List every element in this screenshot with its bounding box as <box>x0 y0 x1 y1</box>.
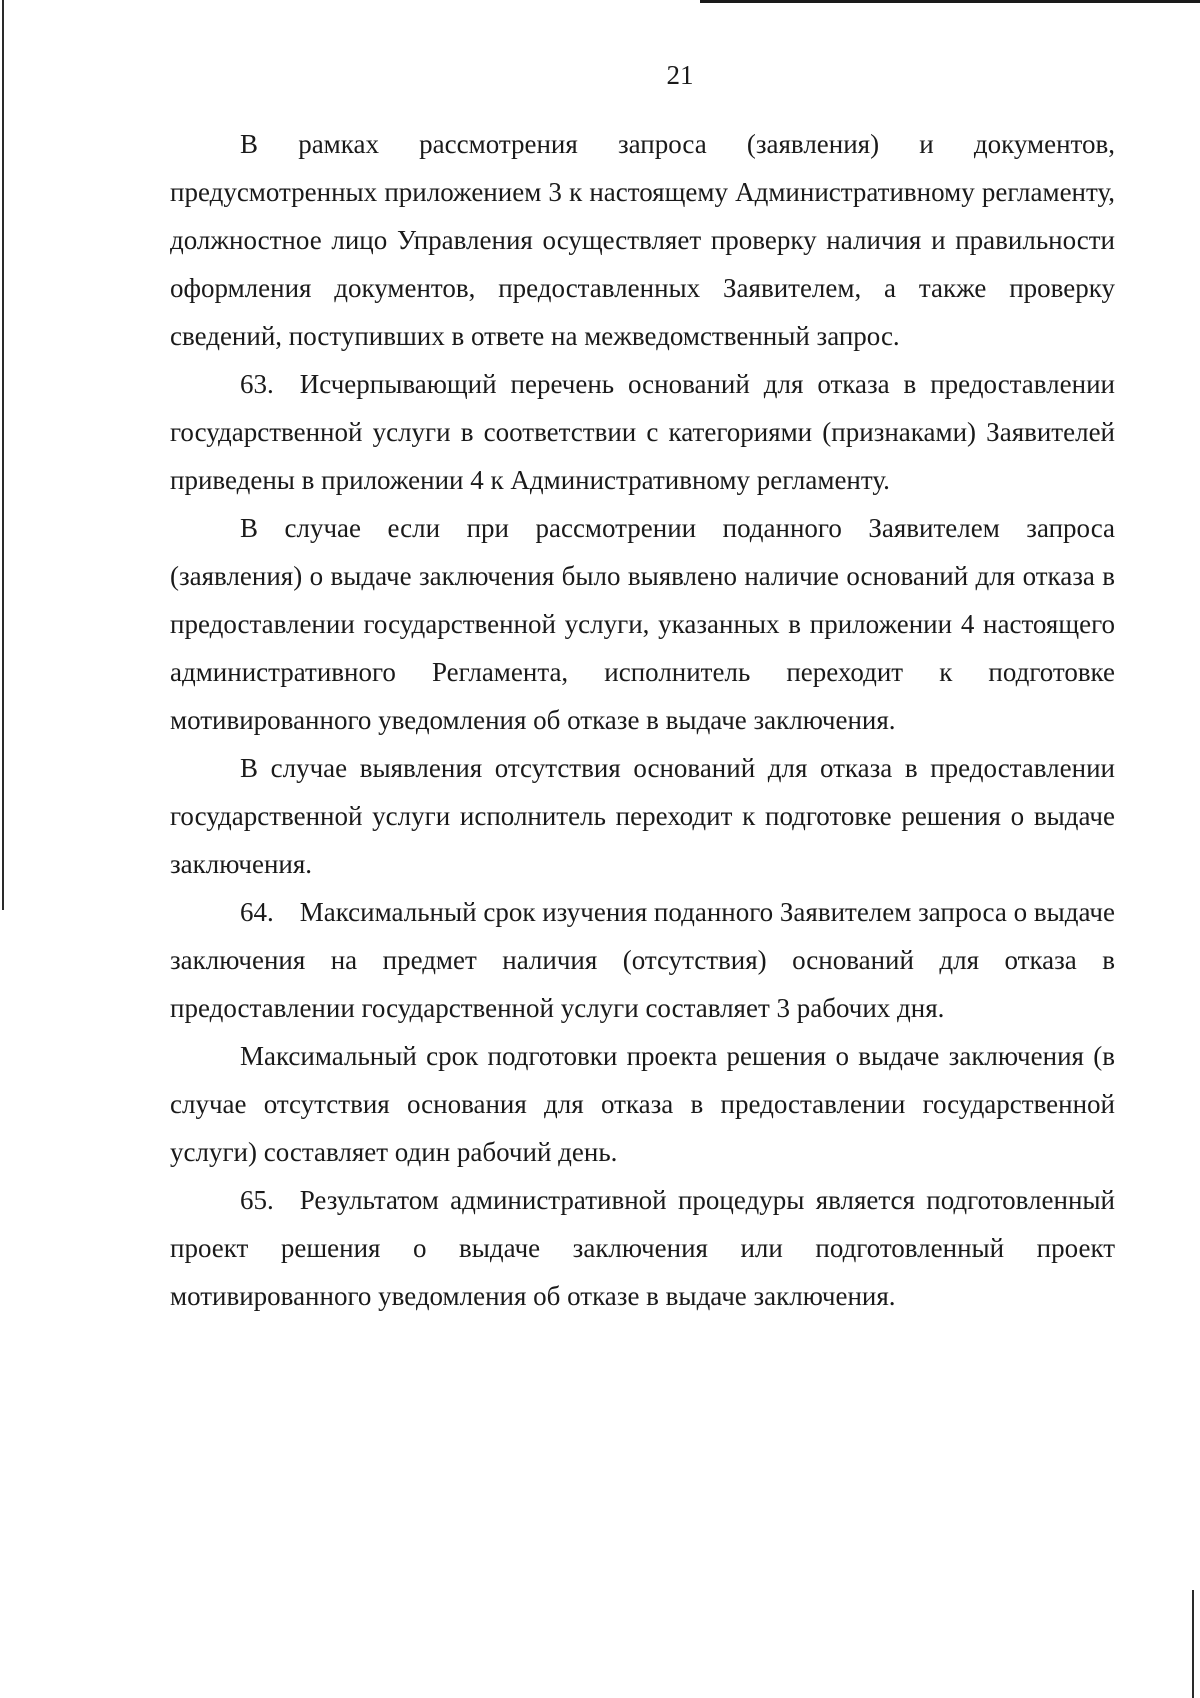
page-number: 21 <box>666 60 694 90</box>
paragraph <box>170 744 1115 888</box>
paragraph <box>170 504 1115 744</box>
paragraph-clause-64 <box>170 888 1115 1032</box>
paragraph-text: В случае если при рассмотрении поданного Заявителем запроса (заявления) о выдаче заключения было выявлено наличие оснований для отказа в предоставлении государственной услуги, указанных в приложении 4 настоящего административного Регламента, исполнитель переходит к подготовке мотивированного уведомления об отказе в выдаче заключения. <box>170 513 1115 735</box>
scan-edge-top <box>700 0 1200 3</box>
paragraph-clause-65 <box>170 1176 1115 1320</box>
paragraph-text: В случае выявления отсутствия оснований для отказа в предоставлении государственной услуги исполнитель переходит к подготовке решения о выдаче заключения. <box>170 753 1115 879</box>
clause-number: 65. <box>240 1185 274 1215</box>
document-body <box>170 120 1115 1320</box>
clause-number: 64. <box>240 897 274 927</box>
scan-edge-right <box>1192 1590 1194 1698</box>
paragraph-text: Максимальный срок изучения поданного Заявителем запроса о выдаче заключения на предмет наличия (отсутствия) оснований для отказа в предоставлении государственной услуги составляет 3 рабочих дня. <box>170 897 1115 1023</box>
scan-edge-left <box>2 0 4 910</box>
paragraph-text: Максимальный срок подготовки проекта решения о выдаче заключения (в случае отсутствия основания для отказа в предоставлении государственной услуги) составляет один рабочий день. <box>170 1041 1115 1167</box>
paragraph <box>170 120 1115 360</box>
paragraph-clause-63 <box>170 360 1115 504</box>
clause-number: 63. <box>240 369 274 399</box>
paragraph-text: В рамках рассмотрения запроса (заявления) и документов, предусмотренных приложением 3 к настоящему Административному регламенту, должностное лицо Управления осуществляет проверку наличия и правильности оформления документов, предоставленных Заявителем, а также проверку сведений, поступивших в ответе на межведомственный запрос. <box>170 129 1115 351</box>
paragraph <box>170 1032 1115 1176</box>
paragraph-text: Результатом административной процедуры является подготовленный проект решения о выдаче заключения или подготовленный проект мотивированного уведомления об отказе в выдаче заключения. <box>170 1185 1115 1311</box>
paragraph-text: Исчерпывающий перечень оснований для отказа в предоставлении государственной услуги в соответствии с категориями (признаками) Заявителей приведены в приложении 4 к Административному регламенту. <box>170 369 1115 495</box>
